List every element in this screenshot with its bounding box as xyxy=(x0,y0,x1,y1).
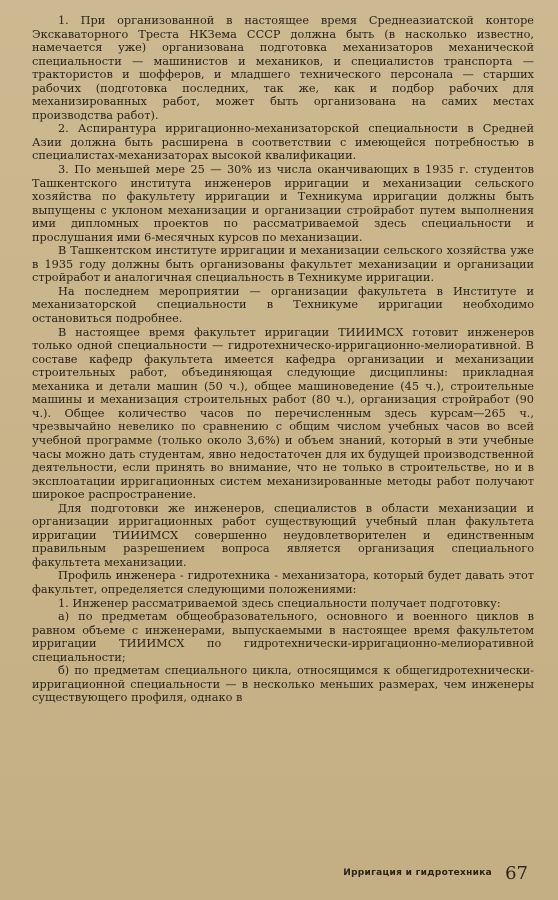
page-number: 67 xyxy=(505,863,528,884)
paragraph: На последнем мероприятии — организации факультета в Институте и механизаторской специальности в Техникуме ирригации необходимо остановиться подробнее. xyxy=(32,284,534,326)
list-item: а) по предметам общеобразовательного, основного и военного циклов в равном объеме с инженерами, выпускаемыми в настоящее время факультетом ирригации ТИИИМСХ по гидротехнически-ирригационно-мелиоративной специальности; xyxy=(32,610,534,664)
paragraph: 2. Аспирантура ирригационно-механизаторской специальности в Средней Азии должна быть расширена в соответствии с имеющейся потребностью в специалистах-механизаторах высокой квалификации. xyxy=(32,122,534,163)
page-footer xyxy=(0,860,558,886)
paragraph: 1. Инженер рассматриваемой здесь специальности получает подготовку: xyxy=(58,596,501,610)
body-text xyxy=(32,14,534,705)
paragraph: 1. При организованной в настоящее время Среднеазиатской конторе Экскаваторного Треста НКЗема СССР должна быть (в насколько известно, намечается уже) организована подготовка механизаторов механической специальности — машинистов и механиков, и специалистов транспорта — трактористов и шофферов, и младшего технического персонала — старших рабочих (подготовка последних, так же, как и подбор рабочих для механизированных работ, может быть организована на самих местах производства работ). xyxy=(32,14,534,122)
paragraph: Для подготовки же инженеров, специалистов в области механизации и организации ирригационных работ существующий учебный план факультета ирригации ТИИИМСХ совершенно неудовлетворителен и единственным правильным разрешением вопроса является организация специального факультета механизации. xyxy=(32,501,534,569)
paragraph: В настоящее время факультет ирригации ТИИИМСХ готовит инженеров только одной специальности — гидротехническо-ирригационно-мелиоративной. В составе кафедр факультета имеется кафедра организации и механизации строительных работ, объединяющая следующие дисциплины: прикладная механика и детали машин (50 ч.), общее машиноведение (45 ч.), строительные машины и механизация строительных работ (80 ч.), организация стройработ (90 ч.). Общее количество часов по перечисленным здесь курсам—265 ч., чрезвычайно невелико по сравнению с общим числом учебных часов во всей учебной программе (только около 3,6%) и объем знаний, который в эти учебные часы можно дать студентам, явно недостаточен для их будущей производственной деятельности, если принять во внимание, что не только в строительстве, но и в эксплоатации ирригационных систем механизированные методы работ получают широкое распространение. xyxy=(32,325,534,502)
paragraph: В Ташкентском институте ирригации и механизации сельского хозяйства уже в 1935 году должны быть организованы факультет механизации и организации стройработ и аналогичная специальность в Техникуме ирригации. xyxy=(32,244,534,285)
running-head: Ирригация и гидротехника xyxy=(343,868,492,878)
paragraph: Профиль инженера - гидротехника - механизатора, который будет давать этот факультет, определяется следующими положениями: xyxy=(32,569,534,596)
paragraph: 3. По меньшей мере 25 — 30% из числа оканчивающих в 1935 г. студентов Ташкентского института инженеров ирригации и механизации сельского хозяйства по факультету ирригации и Техникума ирригации должны быть выпущены с уклоном механизации и организации стройработ путем выполнения ими дипломных проектов по рассматриваемой здесь специальности и прослушания ими 6-месячных курсов по механизации. xyxy=(32,163,534,244)
list-item: б) по предметам специального цикла, относящимся к общегидротехнически-ирригационной специальности — в несколько меньших размерах, чем инженеры существующего профиля, однако в xyxy=(32,664,534,705)
